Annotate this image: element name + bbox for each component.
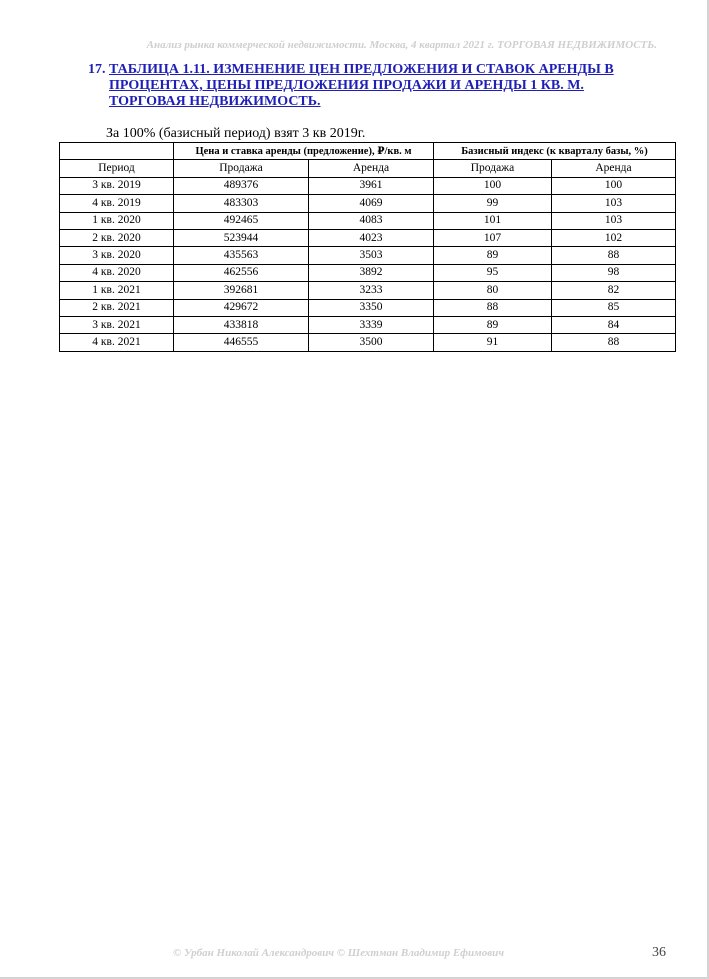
cell-index-sale: 80	[434, 282, 552, 299]
header-price-rent: Аренда	[309, 160, 434, 177]
cell-index-sale: 101	[434, 212, 552, 229]
cell-period: 1 кв. 2021	[60, 282, 174, 299]
cell-price-rent: 4069	[309, 195, 434, 212]
cell-index-rent: 88	[552, 334, 676, 351]
cell-index-rent: 102	[552, 229, 676, 246]
cell-price-sale: 489376	[174, 177, 309, 194]
cell-price-sale: 523944	[174, 229, 309, 246]
header-price-sale: Продажа	[174, 160, 309, 177]
section-heading	[88, 62, 648, 110]
cell-index-rent: 88	[552, 247, 676, 264]
page-number: 36	[652, 945, 666, 960]
table-row	[60, 195, 676, 212]
cell-price-sale: 492465	[174, 212, 309, 229]
table-row	[60, 177, 676, 194]
cell-price-sale: 392681	[174, 282, 309, 299]
running-header: Анализ рынка коммерческой недвижимости. Москва, 4 квартал 2021 г. ТОРГОВАЯ НЕДВИЖИМОСТЬ.	[146, 39, 657, 51]
table-row	[60, 212, 676, 229]
table-row	[60, 316, 676, 333]
cell-price-rent: 3339	[309, 316, 434, 333]
cell-index-sale: 107	[434, 229, 552, 246]
cell-price-rent: 3350	[309, 299, 434, 316]
cell-price-rent: 3500	[309, 334, 434, 351]
cell-period: 3 кв. 2019	[60, 177, 174, 194]
cell-index-rent: 103	[552, 212, 676, 229]
header-prices-group: Цена и ставка аренды (предложение), ₽/кв. м	[174, 143, 434, 160]
cell-price-sale: 433818	[174, 316, 309, 333]
cell-index-rent: 85	[552, 299, 676, 316]
price-index-table	[59, 142, 676, 352]
table-group-header-row	[60, 143, 676, 160]
cell-price-sale: 435563	[174, 247, 309, 264]
cell-period: 2 кв. 2020	[60, 229, 174, 246]
cell-index-rent: 98	[552, 264, 676, 281]
cell-price-sale: 446555	[174, 334, 309, 351]
table-row	[60, 282, 676, 299]
cell-index-sale: 89	[434, 247, 552, 264]
cell-period: 2 кв. 2021	[60, 299, 174, 316]
cell-index-sale: 88	[434, 299, 552, 316]
table-row	[60, 229, 676, 246]
table-row	[60, 247, 676, 264]
cell-index-sale: 91	[434, 334, 552, 351]
cell-index-sale: 99	[434, 195, 552, 212]
heading-number: 17.	[88, 62, 106, 77]
cell-price-rent: 3233	[309, 282, 434, 299]
cell-index-rent: 103	[552, 195, 676, 212]
header-index-rent: Аренда	[552, 160, 676, 177]
cell-index-rent: 82	[552, 282, 676, 299]
cell-period: 4 кв. 2021	[60, 334, 174, 351]
cell-period: 1 кв. 2020	[60, 212, 174, 229]
cell-index-sale: 100	[434, 177, 552, 194]
cell-period: 3 кв. 2020	[60, 247, 174, 264]
table-row	[60, 299, 676, 316]
cell-period: 3 кв. 2021	[60, 316, 174, 333]
table-row	[60, 334, 676, 351]
cell-price-rent: 4083	[309, 212, 434, 229]
table-header-empty	[60, 143, 174, 160]
cell-price-sale: 429672	[174, 299, 309, 316]
table-body	[60, 177, 676, 351]
cell-period: 4 кв. 2019	[60, 195, 174, 212]
cell-index-rent: 84	[552, 316, 676, 333]
cell-index-sale: 95	[434, 264, 552, 281]
cell-price-rent: 4023	[309, 229, 434, 246]
footer-credit: © Урбан Николай Александрович © Шехтман Владимир Ефимович	[173, 947, 505, 959]
cell-price-rent: 3892	[309, 264, 434, 281]
header-index-group: Базисный индекс (к кварталу базы, %)	[434, 143, 676, 160]
cell-index-rent: 100	[552, 177, 676, 194]
cell-price-rent: 3503	[309, 247, 434, 264]
cell-period: 4 кв. 2020	[60, 264, 174, 281]
base-period-note: За 100% (базисный период) взят 3 кв 2019г.	[106, 126, 366, 141]
cell-index-sale: 89	[434, 316, 552, 333]
table-row	[60, 264, 676, 281]
cell-price-sale: 462556	[174, 264, 309, 281]
header-index-sale: Продажа	[434, 160, 552, 177]
cell-price-sale: 483303	[174, 195, 309, 212]
heading-title: ТАБЛИЦА 1.11. ИЗМЕНЕНИЕ ЦЕН ПРЕДЛОЖЕНИЯ И СТАВОК АРЕНДЫ В ПРОЦЕНТАХ, ЦЕНЫ ПРЕДЛОЖЕНИЯ ПРОДАЖИ И АРЕНДЫ 1 КВ. М. ТОРГОВАЯ НЕДВИЖИМОСТЬ.	[109, 62, 614, 109]
table-sub-header-row	[60, 160, 676, 177]
cell-price-rent: 3961	[309, 177, 434, 194]
header-period: Период	[60, 160, 174, 177]
